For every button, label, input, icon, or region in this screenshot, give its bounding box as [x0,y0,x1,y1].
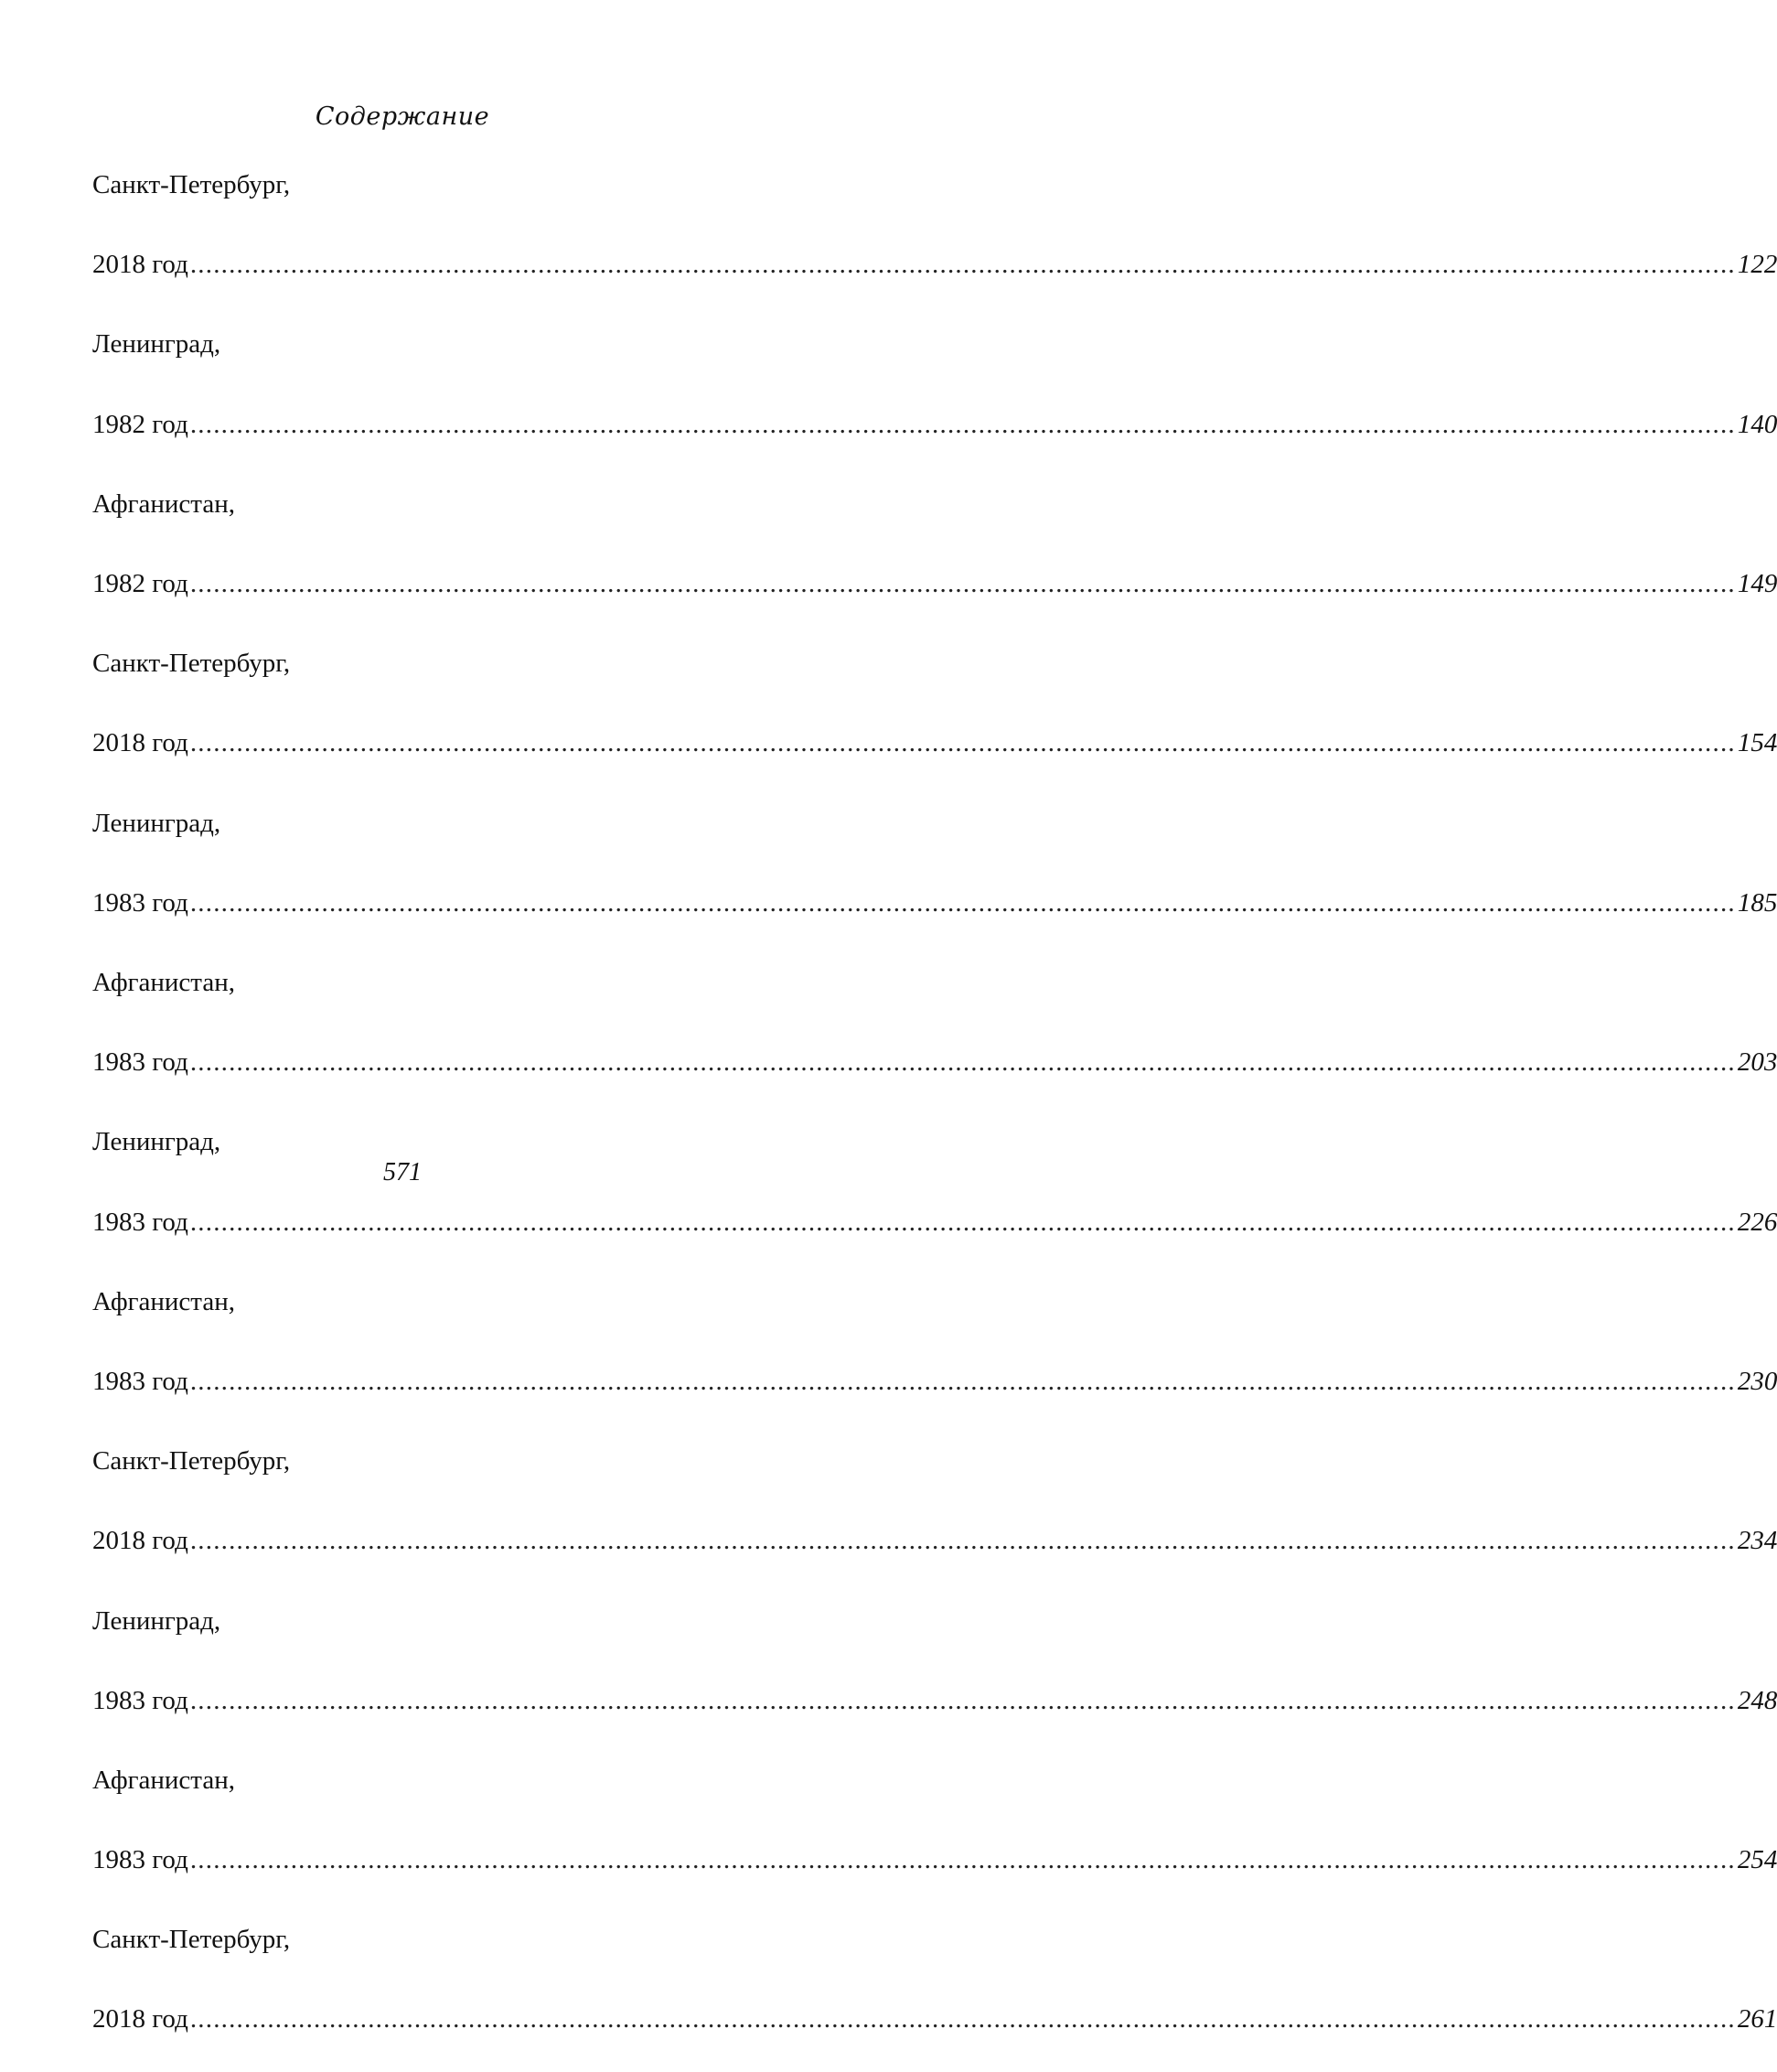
toc-entry-year: 1983 год [92,887,188,918]
toc-entry-year: 1983 год [92,1207,188,1237]
toc-leader-dots: ........................................................................................................................................................................................................ [189,409,1736,439]
toc-entry-place: Ленинград, [92,329,221,360]
toc-entry-line [92,1991,1777,2071]
toc-entry-place: Ленинград, [92,808,221,838]
toc-entry [92,636,1777,795]
toc-entry-place: Санкт-Петербург, [92,649,291,679]
toc-entry-line [92,556,1777,636]
toc-entry-year: 1982 год [92,409,188,439]
toc-leader-dots: ........................................................................................................................................................................................................ [189,1685,1736,1715]
toc-entry-line [92,397,1777,477]
toc-leader-dots: ........................................................................................................................................................................................................ [189,1366,1736,1396]
toc-entry-place: Санкт-Петербург, [92,1925,291,1955]
toc-leader-dots: ........................................................................................................................................................................................................ [189,1526,1736,1556]
toc-entry-line [92,715,1777,795]
toc-entry-page: 261 [1737,2004,1777,2034]
toc-entry [92,477,1777,636]
toc-entry [92,317,1777,476]
toc-entry-place: Санкт-Петербург, [92,170,291,199]
toc-entry [92,157,1777,317]
toc-entry-page: 154 [1737,728,1777,758]
toc-entry-year: 2018 год [92,728,188,758]
toc-leader-dots: ........................................................................................................................................................................................................ [189,1207,1736,1237]
toc-entry [92,1274,1777,1433]
toc-entry-year: 2018 год [92,250,188,280]
toc-entry-year: 1982 год [92,568,188,598]
toc-entry-place: Афганистан, [92,1286,235,1316]
toc-entry-line [92,875,1777,955]
toc-entry-year: 2018 год [92,1526,188,1556]
toc-leader-dots: ........................................................................................................................................................................................................ [189,728,1736,758]
toc-entry-page: 122 [1737,250,1777,280]
toc-entry-year: 1983 год [92,1685,188,1715]
toc-entry [92,1114,1777,1273]
toc-entry-line [92,237,1777,317]
toc-entry-year: 2018 год [92,2004,188,2034]
toc-entry-place: Ленинград, [92,1605,221,1636]
table-of-contents [92,157,1777,2072]
toc-entry-page: 149 [1737,568,1777,598]
toc-entry-page: 226 [1737,1207,1777,1237]
toc-entry [92,1594,1777,1753]
toc-entry-year: 1983 год [92,1047,188,1078]
toc-entry [92,1433,1777,1593]
toc-entry-place: Санкт-Петербург, [92,1446,291,1476]
toc-entry [92,1753,1777,1912]
toc-entry-place: Афганистан, [92,488,235,519]
toc-entry-line [92,1035,1777,1114]
toc-entry-page: 185 [1737,887,1777,918]
toc-entry-place: Афганистан, [92,1765,235,1795]
page-title: Содержание [315,102,490,131]
toc-entry-page: 203 [1737,1047,1777,1078]
toc-entry-year: 1983 год [92,1366,188,1396]
toc-entry-line [92,1832,1777,1912]
toc-entry-line [92,1673,1777,1753]
toc-entry-line [92,1354,1777,1433]
toc-entry-page: 234 [1737,1526,1777,1556]
toc-entry-place: Ленинград, [92,1127,221,1157]
toc-leader-dots: ........................................................................................................................................................................................................ [189,568,1736,598]
toc-entry-page: 248 [1737,1685,1777,1715]
page-number: 571 [383,1158,422,1186]
toc-entry-line [92,1195,1777,1274]
toc-leader-dots: ........................................................................................................................................................................................................ [189,887,1736,918]
toc-entry-line [92,1513,1777,1593]
toc-entry-page: 140 [1737,409,1777,439]
toc-leader-dots: ........................................................................................................................................................................................................ [189,250,1736,280]
toc-entry [92,796,1777,955]
toc-leader-dots: ........................................................................................................................................................................................................ [189,2004,1736,2034]
toc-entry-page: 230 [1737,1366,1777,1396]
toc-leader-dots: ........................................................................................................................................................................................................ [189,1047,1736,1078]
toc-entry-page: 254 [1737,1845,1777,1875]
toc-entry-year: 1983 год [92,1845,188,1875]
toc-leader-dots: ........................................................................................................................................................................................................ [189,1845,1736,1875]
toc-entry-place: Афганистан, [92,967,235,997]
toc-entry [92,1912,1777,2071]
toc-entry [92,955,1777,1114]
